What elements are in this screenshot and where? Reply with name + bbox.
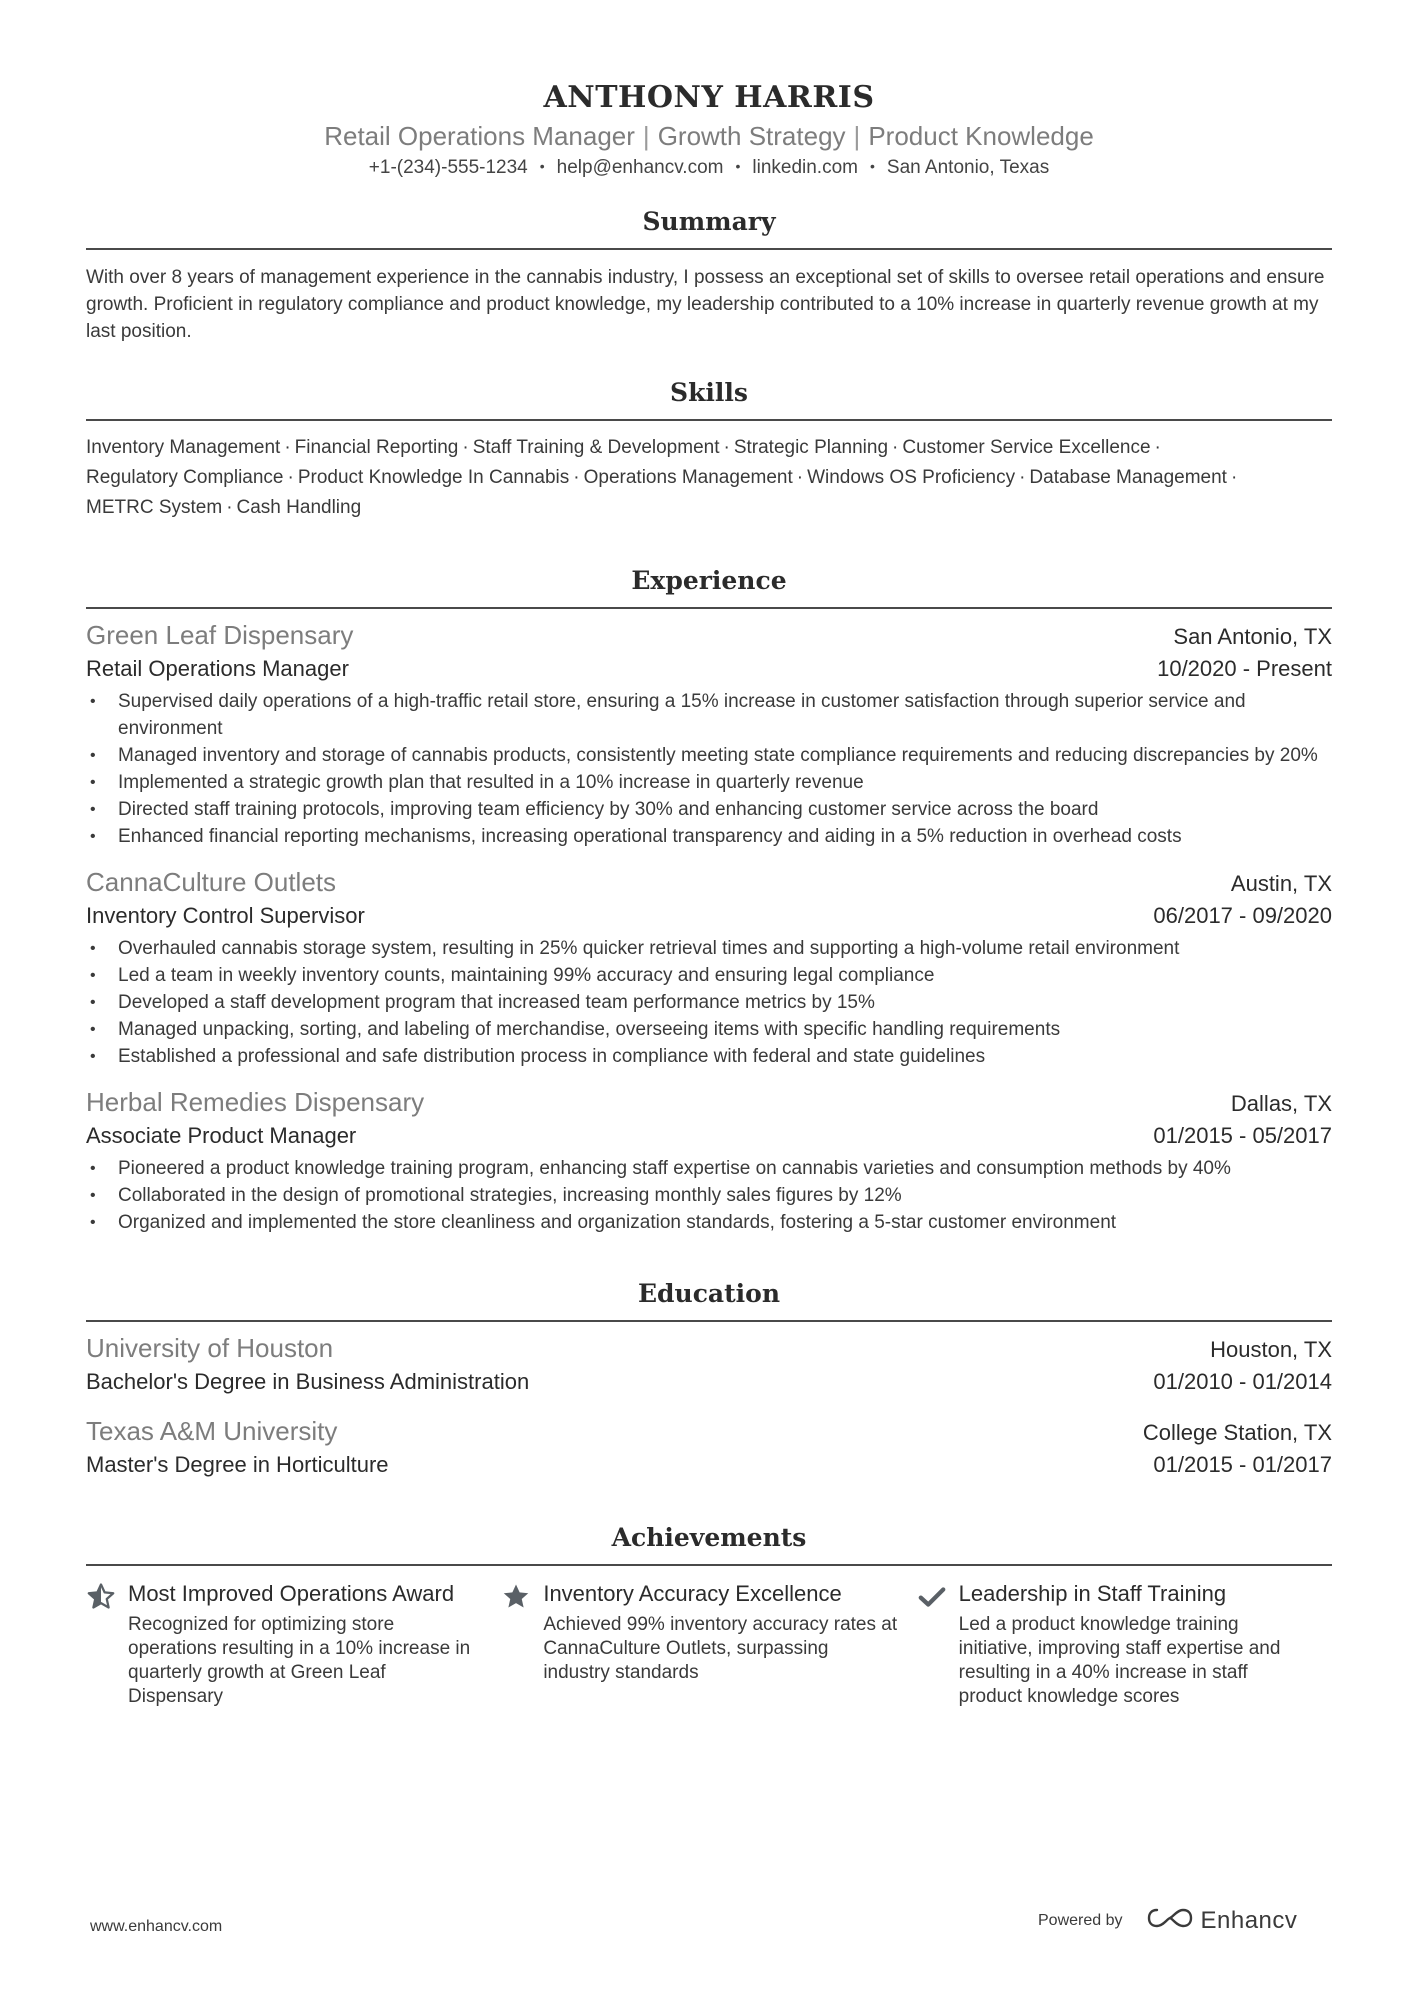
job-bullets xyxy=(86,935,1332,1070)
education-dates: 01/2015 - 01/2017 xyxy=(1153,1452,1332,1477)
achievements-section xyxy=(86,1520,1332,1709)
experience-entry xyxy=(86,617,1332,850)
section-divider xyxy=(86,419,1332,421)
bullet-text: Developed a staff development program that increased team performance metrics by 15% xyxy=(118,992,875,1013)
enhancv-logo-icon xyxy=(1147,1906,1193,1935)
education-dates: 01/2010 - 01/2014 xyxy=(1153,1369,1332,1394)
skill-separator: · xyxy=(892,437,899,458)
contact-separator: • xyxy=(539,158,545,174)
bullet-item xyxy=(86,962,1332,989)
job-location: Dallas, TX xyxy=(1230,1091,1332,1116)
contact-separator: • xyxy=(869,158,875,174)
bullet-item xyxy=(86,796,1332,823)
job-bullets xyxy=(86,688,1332,850)
achievement-description: Recognized for optimizing store operations resulting in a 10% increase in quarterly growth at Green Leaf Dispensary xyxy=(128,1614,471,1707)
bullet-dot: • xyxy=(90,747,96,764)
bullet-item xyxy=(86,989,1332,1016)
contact-separator: • xyxy=(735,158,741,174)
section-divider xyxy=(86,1564,1332,1566)
bullet-text: Established a professional and safe distribution process in compliance with federal and state guidelines xyxy=(118,1046,986,1067)
achievement-description: Achieved 99% inventory accuracy rates at CannaCulture Outlets, surpassing industry standards xyxy=(543,1614,898,1683)
skill-item: Product Knowledge In Cannabis xyxy=(297,467,570,488)
skills-line xyxy=(86,433,1332,463)
bullet-text: Pioneered a product knowledge training program, enhancing staff expertise on cannabis varieties and consumption methods by 40% xyxy=(118,1158,1231,1179)
bullet-dot: • xyxy=(90,693,96,710)
section-divider xyxy=(86,1320,1332,1322)
contact-line xyxy=(86,154,1332,182)
job-title: Retail Operations Manager xyxy=(86,656,349,681)
job-title: Associate Product Manager xyxy=(86,1123,357,1148)
bullet-dot: • xyxy=(90,940,96,957)
skill-item: Customer Service Excellence xyxy=(902,437,1151,458)
summary-section xyxy=(86,204,1332,345)
headline-part: Product Knowledge xyxy=(868,121,1094,151)
experience-section xyxy=(86,563,1332,1236)
bullet-dot: • xyxy=(90,774,96,791)
skill-item: Regulatory Compliance xyxy=(86,467,284,488)
bullet-dot: • xyxy=(90,1214,96,1231)
candidate-headline xyxy=(86,118,1332,154)
bullet-item xyxy=(86,1182,1332,1209)
headline-separator: | xyxy=(642,121,650,151)
headline-separator: | xyxy=(853,121,861,151)
checkmark-icon xyxy=(917,1580,959,1709)
degree-name: Bachelor's Degree in Business Administration xyxy=(86,1369,530,1394)
achievement-item xyxy=(86,1580,501,1709)
skill-item: Staff Training & Development xyxy=(472,437,720,458)
skills-line xyxy=(86,493,1332,523)
achievement-description: Led a product knowledge training initiative, improving staff expertise and resulting in a 40% increase in staff product knowledge scores xyxy=(958,1614,1281,1707)
bullet-item xyxy=(86,769,1332,796)
skill-item: Windows OS Proficiency xyxy=(807,467,1016,488)
bullet-text: Managed inventory and storage of cannabis products, consistently meeting state compliance requirements and reducing discrepancies by 20% xyxy=(118,745,1318,766)
skill-item: Cash Handling xyxy=(236,497,362,518)
bullet-item xyxy=(86,823,1332,850)
resume-page xyxy=(86,0,1332,1995)
contact-phone[interactable]: +1-(234)-555-1234 xyxy=(368,157,528,178)
headline-part: Retail Operations Manager xyxy=(324,121,635,151)
skill-item: Strategic Planning xyxy=(733,437,889,458)
section-heading: Experience xyxy=(631,566,787,595)
school-location: College Station, TX xyxy=(1142,1420,1332,1445)
contact-email[interactable]: help@enhancv.com xyxy=(556,157,724,178)
bullet-text: Enhanced financial reporting mechanisms, increasing operational transparency and aiding in a 5% reduction in overhead costs xyxy=(118,826,1182,847)
contact-location: San Antonio, Texas xyxy=(886,157,1050,178)
bullet-text: Directed staff training protocols, improving team efficiency by 30% and enhancing customer service across the board xyxy=(118,799,1099,820)
education-entry xyxy=(86,1330,1332,1397)
skill-separator: · xyxy=(1019,467,1026,488)
company-name: CannaCulture Outlets xyxy=(86,867,337,897)
bullet-text: Organized and implemented the store cleanliness and organization standards, fostering a 5-star customer environment xyxy=(118,1212,1117,1233)
star-icon xyxy=(501,1580,543,1709)
skill-separator: · xyxy=(226,497,233,518)
bullet-text: Collaborated in the design of promotional strategies, increasing monthly sales figures by 12% xyxy=(118,1185,902,1206)
skill-separator: · xyxy=(1230,467,1238,488)
footer-branding xyxy=(1038,1906,1297,1935)
job-title: Inventory Control Supervisor xyxy=(86,903,365,928)
skills-line xyxy=(86,463,1332,493)
education-section xyxy=(86,1276,1332,1480)
education-entry xyxy=(86,1413,1332,1480)
skill-item: METRC System xyxy=(86,497,223,518)
contact-linkedin[interactable]: linkedin.com xyxy=(752,157,858,178)
brand-name: Enhancv xyxy=(1200,1906,1298,1934)
achievement-title: Inventory Accuracy Excellence xyxy=(543,1581,842,1606)
bullet-dot: • xyxy=(90,801,96,818)
experience-entry xyxy=(86,1084,1332,1236)
skill-item: Database Management xyxy=(1029,467,1227,488)
section-divider xyxy=(86,248,1332,250)
skills-list xyxy=(86,433,1332,523)
school-name: Texas A&M University xyxy=(86,1416,338,1446)
bullet-dot: • xyxy=(90,828,96,845)
bullet-item xyxy=(86,688,1332,742)
bullet-dot: • xyxy=(90,994,96,1011)
achievements-grid xyxy=(86,1580,1332,1709)
skill-item: Financial Reporting xyxy=(294,437,459,458)
achievement-title: Most Improved Operations Award xyxy=(128,1581,455,1606)
resume-header xyxy=(86,0,1332,182)
bullet-text: Supervised daily operations of a high-traffic retail store, ensuring a 15% increase in customer satisfaction through superior service and environment xyxy=(118,691,1246,739)
achievement-item xyxy=(501,1580,916,1709)
skills-section xyxy=(86,375,1332,523)
bullet-item xyxy=(86,742,1332,769)
bullet-item xyxy=(86,1209,1332,1236)
section-heading: Education xyxy=(637,1279,781,1308)
job-location: San Antonio, TX xyxy=(1173,624,1332,649)
job-dates: 01/2015 - 05/2017 xyxy=(1153,1123,1332,1148)
summary-text: With over 8 years of management experience in the cannabis industry, I possess an exceptional set of skills to oversee retail operations and ensure growth. Proficient in regulatory compliance and product knowledge, my leadership contributed to a 10% increase in quarterly revenue growth at my last position. xyxy=(86,267,1325,342)
headline-part: Growth Strategy xyxy=(657,121,846,151)
skill-item: Operations Management xyxy=(583,467,793,488)
skill-separator: · xyxy=(284,437,291,458)
bullet-dot: • xyxy=(90,967,96,984)
school-location: Houston, TX xyxy=(1210,1337,1332,1362)
section-divider xyxy=(86,607,1332,609)
skill-separator: · xyxy=(462,437,469,458)
experience-entry xyxy=(86,864,1332,1070)
bullet-text: Managed unpacking, sorting, and labeling of merchandise, overseeing items with specific handling requirements xyxy=(118,1019,1061,1040)
bullet-item xyxy=(86,935,1332,962)
powered-by-label: Powered by xyxy=(1038,1911,1123,1929)
school-name: University of Houston xyxy=(86,1333,334,1363)
company-name: Green Leaf Dispensary xyxy=(86,620,354,650)
bullet-item xyxy=(86,1043,1332,1070)
section-heading: Achievements xyxy=(611,1523,807,1552)
candidate-name: ANTHONY HARRIS xyxy=(543,80,875,115)
job-bullets xyxy=(86,1155,1332,1236)
star-half-icon xyxy=(86,1580,128,1709)
skill-item: Inventory Management xyxy=(86,437,281,458)
section-heading: Summary xyxy=(642,207,776,236)
skill-separator: · xyxy=(287,467,294,488)
bullet-dot: • xyxy=(90,1021,96,1038)
skill-separator: · xyxy=(573,467,580,488)
bullet-text: Overhauled cannabis storage system, resulting in 25% quicker retrieval times and supporting a high-volume retail environment xyxy=(118,938,1180,959)
skill-separator: · xyxy=(1154,437,1161,458)
footer-website[interactable]: www.enhancv.com xyxy=(90,1918,223,1935)
bullet-dot: • xyxy=(90,1160,96,1177)
bullet-dot: • xyxy=(90,1187,96,1204)
company-name: Herbal Remedies Dispensary xyxy=(86,1087,425,1117)
skill-separator: · xyxy=(723,437,730,458)
job-location: Austin, TX xyxy=(1230,871,1332,896)
job-dates: 10/2020 - Present xyxy=(1157,656,1332,681)
job-dates: 06/2017 - 09/2020 xyxy=(1153,903,1332,928)
section-heading: Skills xyxy=(670,378,748,407)
bullet-item xyxy=(86,1016,1332,1043)
bullet-dot: • xyxy=(90,1048,96,1065)
achievement-item xyxy=(917,1580,1332,1709)
bullet-item xyxy=(86,1155,1332,1182)
degree-name: Master's Degree in Horticulture xyxy=(86,1452,389,1477)
bullet-text: Implemented a strategic growth plan that resulted in a 10% increase in quarterly revenue xyxy=(118,772,864,793)
achievement-title: Leadership in Staff Training xyxy=(958,1581,1227,1606)
skill-separator: · xyxy=(796,467,804,488)
bullet-text: Led a team in weekly inventory counts, maintaining 99% accuracy and ensuring legal compliance xyxy=(118,965,935,986)
